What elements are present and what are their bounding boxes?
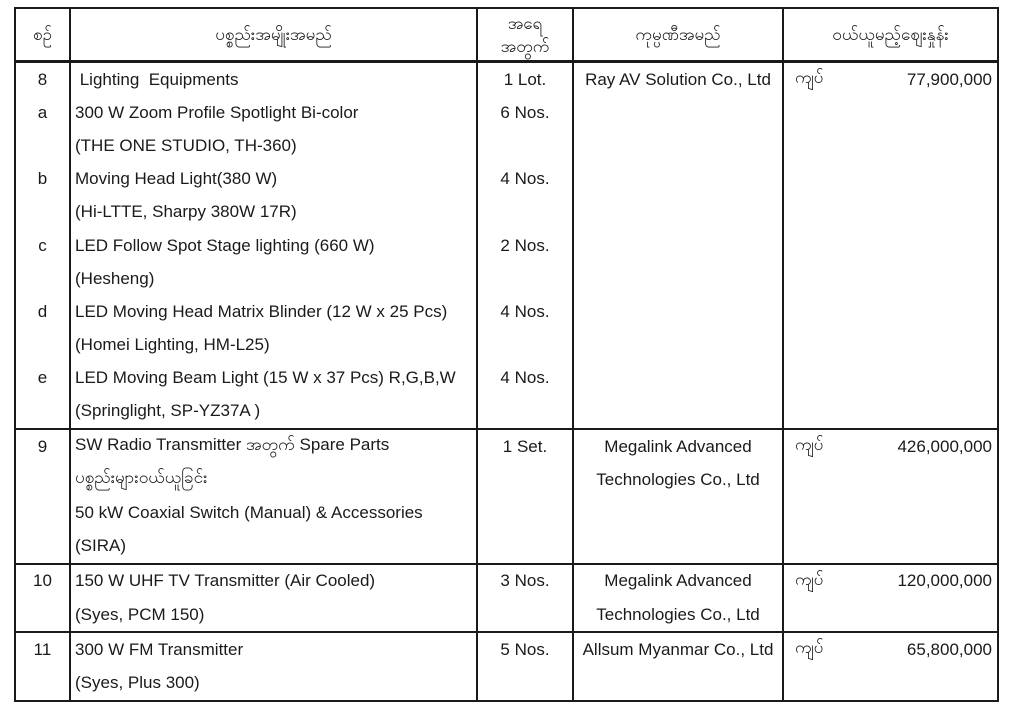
company-name-text — [574, 262, 782, 295]
price-line — [784, 63, 997, 96]
item-name-text: ပစ္စည်းများဝယ်ယူခြင်း — [75, 468, 208, 488]
company-name-text — [574, 666, 782, 699]
header-purchase-price-label: ဝယ်ယူမည့်စျေးနှုန်း — [832, 25, 949, 44]
quantity-value: 1 Lot. — [503, 69, 547, 89]
column-purchase-price — [784, 430, 997, 563]
quantity-value: 4 Nos. — [500, 368, 550, 388]
item-name-text: (THE ONE STUDIO, TH-360) — [75, 135, 297, 155]
row-number: c — [38, 235, 47, 255]
price-line — [784, 329, 997, 362]
quantity-value: 6 Nos. — [500, 102, 550, 122]
item-name-text: Lighting Equipments — [75, 69, 239, 89]
price-line — [784, 496, 997, 529]
company-name-text — [574, 129, 782, 162]
price-amount: 120,000,000 — [897, 571, 992, 591]
header-item-name-label: ပစ္စည်းအမျိုးအမည် — [215, 25, 332, 44]
table-row-group-1 — [16, 430, 997, 565]
company-name-text: Megalink Advanced — [604, 571, 752, 591]
row-number — [16, 463, 69, 496]
header-company-name-label: ကုမ္ပဏီအမည် — [635, 25, 721, 44]
table-row-group-0 — [16, 63, 997, 430]
item-name-text: LED Moving Head Matrix Blinder (12 W x 25 Pcs) — [75, 301, 448, 321]
quantity-value: 5 Nos. — [500, 639, 550, 659]
item-name-text: (Springlight, SP-YZ37A ) — [75, 401, 261, 421]
currency-label: ကျပ် — [795, 68, 824, 88]
item-name-text: (Syes, PCM 150) — [75, 604, 205, 624]
row-number: 11 — [33, 639, 52, 659]
quantity-value: 4 Nos. — [500, 169, 550, 189]
price-line — [784, 129, 997, 162]
column-item-name — [71, 63, 478, 428]
row-number: b — [37, 169, 48, 189]
item-name-text: (Homei Lighting, HM-L25) — [75, 335, 270, 355]
company-name-text — [574, 362, 782, 395]
company-name-text — [574, 395, 782, 428]
item-name-text: (Hesheng) — [75, 268, 155, 288]
column-quantity — [478, 633, 574, 699]
row-number — [16, 598, 69, 631]
header-quantity — [478, 9, 574, 60]
company-name-text: Technologies Co., Ltd — [596, 469, 760, 489]
currency-label: ကျပ် — [795, 638, 824, 658]
quantity-value: 1 Set. — [502, 436, 548, 456]
price-line — [784, 196, 997, 229]
quantity-value — [478, 496, 572, 529]
quantity-value: 4 Nos. — [500, 301, 550, 321]
price-line — [784, 395, 997, 428]
item-name-text: 300 W FM Transmitter — [75, 639, 244, 659]
company-name-text — [574, 329, 782, 362]
company-name-text — [574, 96, 782, 129]
column-company-name — [574, 63, 784, 428]
price-line — [784, 262, 997, 295]
column-purchase-price — [784, 633, 997, 699]
company-name-text — [574, 295, 782, 328]
header-no — [16, 9, 71, 60]
price-line — [784, 463, 997, 496]
table-row-group-2 — [16, 565, 997, 633]
quantity-value — [478, 395, 572, 428]
price-line — [784, 430, 997, 463]
table-row-group-3 — [16, 633, 997, 699]
quantity-value — [478, 463, 572, 496]
price-amount: 77,900,000 — [906, 69, 992, 89]
row-number: d — [37, 301, 48, 321]
price-line — [784, 295, 997, 328]
price-line — [784, 163, 997, 196]
header-purchase-price — [784, 9, 997, 60]
row-number — [16, 666, 69, 699]
price-line — [784, 96, 997, 129]
column-quantity — [478, 63, 574, 428]
column-quantity — [478, 565, 574, 631]
price-amount: 65,800,000 — [906, 639, 992, 659]
item-name-text: (Hi-LTTE, Sharpy 380W 17R) — [75, 202, 297, 222]
price-amount: 426,000,000 — [897, 436, 992, 456]
quantity-value: 2 Nos. — [500, 235, 550, 255]
item-name-text: 50 kW Coaxial Switch (Manual) & Accessories — [75, 503, 423, 523]
row-number — [16, 262, 69, 295]
header-item-name — [71, 9, 478, 60]
column-company-name — [574, 565, 784, 631]
row-number: 9 — [37, 436, 48, 456]
column-purchase-price — [784, 565, 997, 631]
quantity-value — [478, 530, 572, 563]
company-name-text: Megalink Advanced — [604, 436, 752, 456]
procurement-table — [14, 7, 999, 702]
row-number — [16, 530, 69, 563]
quantity-value — [478, 129, 572, 162]
table-body — [16, 63, 997, 700]
table-header — [16, 9, 997, 63]
row-number: 8 — [37, 69, 48, 89]
row-number — [16, 496, 69, 529]
quantity-value — [478, 262, 572, 295]
row-number — [16, 129, 69, 162]
item-name-text: Moving Head Light(380 W) — [75, 169, 278, 189]
column-company-name — [574, 633, 784, 699]
company-name-text — [574, 530, 782, 563]
column-item-name — [71, 633, 478, 699]
row-number — [16, 395, 69, 428]
item-name-text: SW Radio Transmitter အတွက် Spare Parts — [75, 435, 390, 455]
row-number: e — [37, 368, 48, 388]
quantity-value — [478, 196, 572, 229]
company-name-text — [574, 196, 782, 229]
item-name-text: 300 W Zoom Profile Spotlight Bi-color — [75, 102, 359, 122]
item-name-text: (SIRA) — [75, 536, 126, 556]
header-company-name — [574, 9, 784, 60]
company-name-text — [574, 229, 782, 262]
price-line — [784, 598, 997, 631]
header-no-label: စဉ် — [33, 25, 52, 44]
price-line — [784, 229, 997, 262]
currency-label: ကျပ် — [795, 435, 824, 455]
row-number — [16, 196, 69, 229]
currency-label: ကျပ် — [795, 569, 824, 589]
item-name-text: (Syes, Plus 300) — [75, 672, 200, 692]
row-number — [16, 329, 69, 362]
company-name-text: Allsum Myanmar Co., Ltd — [582, 639, 774, 659]
column-item-name — [71, 430, 478, 563]
quantity-value — [478, 666, 572, 699]
company-name-text — [574, 496, 782, 529]
item-name-text: 150 W UHF TV Transmitter (Air Cooled) — [75, 571, 376, 591]
column-no — [16, 633, 71, 699]
item-name-text: LED Follow Spot Stage lighting (660 W) — [75, 235, 375, 255]
quantity-value — [478, 329, 572, 362]
company-name-text — [574, 163, 782, 196]
column-no — [16, 430, 71, 563]
item-name-text: LED Moving Beam Light (15 W x 37 Pcs) R,G,B,W — [75, 368, 456, 388]
price-line — [784, 530, 997, 563]
price-line — [784, 666, 997, 699]
company-name-text: Ray AV Solution Co., Ltd — [585, 69, 771, 89]
column-purchase-price — [784, 63, 997, 428]
quantity-value — [478, 598, 572, 631]
column-no — [16, 565, 71, 631]
column-no — [16, 63, 71, 428]
row-number: a — [37, 102, 48, 122]
price-line — [784, 633, 997, 666]
price-line — [784, 565, 997, 598]
column-item-name — [71, 565, 478, 631]
header-quantity-label-line2: အတွက် — [500, 36, 550, 56]
company-name-text: Technologies Co., Ltd — [596, 604, 760, 624]
column-company-name — [574, 430, 784, 563]
row-number: 10 — [33, 571, 52, 591]
price-line — [784, 362, 997, 395]
column-quantity — [478, 430, 574, 563]
header-quantity-label-line1: အရေ — [507, 13, 543, 33]
quantity-value: 3 Nos. — [500, 571, 550, 591]
